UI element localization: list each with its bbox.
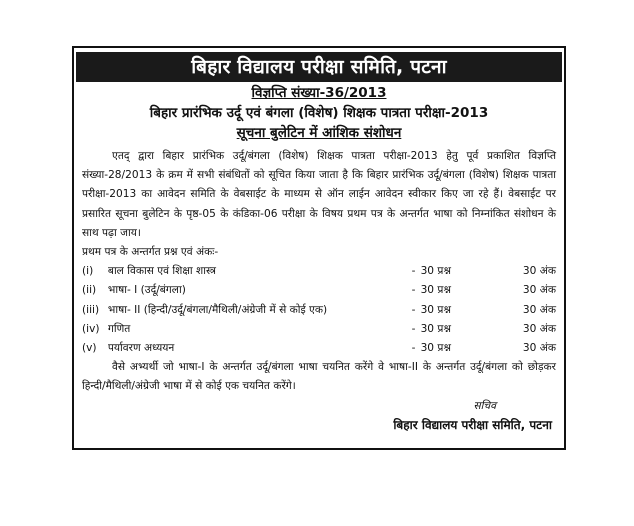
question-list xyxy=(82,262,556,358)
item-subject: पर्यावरण अध्ययन xyxy=(107,341,175,354)
item-dash: - xyxy=(411,265,416,278)
list-item xyxy=(82,339,556,358)
item-number: (v) xyxy=(82,341,97,354)
signatory-org: बिहार विद्यालय परीक्षा समिति, पटना xyxy=(393,417,552,432)
exam-title: बिहार प्रारंभिक उर्दू एवं बंगला (विशेष) शिक्षक पात्रता परीक्षा-2013 xyxy=(149,105,489,121)
item-number: (iv) xyxy=(82,322,100,335)
notice-paragraph xyxy=(82,147,556,243)
item-dash: - xyxy=(411,284,416,297)
org-title: बिहार विद्यालय परीक्षा समिति, पटना xyxy=(76,52,562,82)
item-questions: 30 प्रश्न xyxy=(420,322,451,335)
closing-paragraph xyxy=(82,358,556,396)
item-marks: 30 अंक xyxy=(522,322,556,335)
item-marks: 30 अंक xyxy=(522,265,556,278)
closing-paragraph-text: वैसे अभ्यर्थी जो भाषा-I के अन्तर्गत उर्दू/बंगला भाषा चयनित करेंगे वे भाषा-II के अन्तर्गत उर्दू/बंगला को छोड़कर हिन्दी/मैथिली/अंग्रेजी भाषा में से कोई एक चयनित करेंगे। xyxy=(82,361,556,393)
list-item xyxy=(82,262,556,281)
notice-subtitle xyxy=(82,123,556,143)
item-subject: गणित xyxy=(107,322,131,335)
item-dash: - xyxy=(411,303,416,316)
item-questions: 30 प्रश्न xyxy=(420,284,451,297)
item-questions: 30 प्रश्न xyxy=(420,303,451,316)
item-questions: 30 प्रश्न xyxy=(420,265,451,278)
item-subject: भाषा- I (उर्दू/बंगला) xyxy=(107,284,186,297)
item-number: (iii) xyxy=(82,303,100,316)
notice-box xyxy=(72,46,566,450)
list-item xyxy=(82,320,556,339)
item-number: (i) xyxy=(82,265,94,278)
list-item xyxy=(82,301,556,320)
notification-number-text: विज्ञप्ति संख्या-36/2013 xyxy=(251,85,387,101)
item-subject: भाषा- II (हिन्दी/उर्दू/बंगला/मैथिली/अंग्रेजी में से कोई एक) xyxy=(107,303,328,316)
notice-paragraph-text: एतद् द्वारा बिहार प्रारंभिक उर्दू/बंगला (विशेष) शिक्षक पात्रता परीक्षा-2013 हेतु पूर्व प्रकाशित विज्ञप्ति संख्या-28/2013 के क्रम में सभी संबंधितों को सूचित किया जाता है कि बिहार प्रारंभिक उर्दू/बंगला (विशेष) शिक्षक पात्रता परीक्षा-2013 का आवेदन समिति के वेबसाईट के माध्यम से ऑन लाईन आवेदन स्वीकार किए जा रहे हैं। वेबसाईट पर प्रसारित सूचना बुलेटिन के पृष्ठ-05 के कंडिका-06 परीक्षा के विषय प्रथम पत्र के अन्तर्गत भाषा को निम्नांकित संशोधन के साथ पढ़ा जाय। xyxy=(82,150,556,239)
notification-number xyxy=(82,83,556,103)
item-dash: - xyxy=(411,341,416,354)
item-subject: बाल विकास एवं शिक्षा शास्त्र xyxy=(107,265,216,278)
item-dash: - xyxy=(411,322,416,335)
list-item xyxy=(82,281,556,300)
item-marks: 30 अंक xyxy=(522,284,556,297)
notice-subtitle-text: सूचना बुलेटिन में आंशिक संशोधन xyxy=(236,125,402,141)
item-number: (ii) xyxy=(82,284,97,297)
list-lead: प्रथम पत्र के अन्तर्गत प्रश्न एवं अंकः- xyxy=(82,246,219,259)
item-marks: 30 अंक xyxy=(522,303,556,316)
item-marks: 30 अंक xyxy=(522,341,556,354)
item-questions: 30 प्रश्न xyxy=(420,341,451,354)
signatory-role: सचिव xyxy=(473,399,496,412)
